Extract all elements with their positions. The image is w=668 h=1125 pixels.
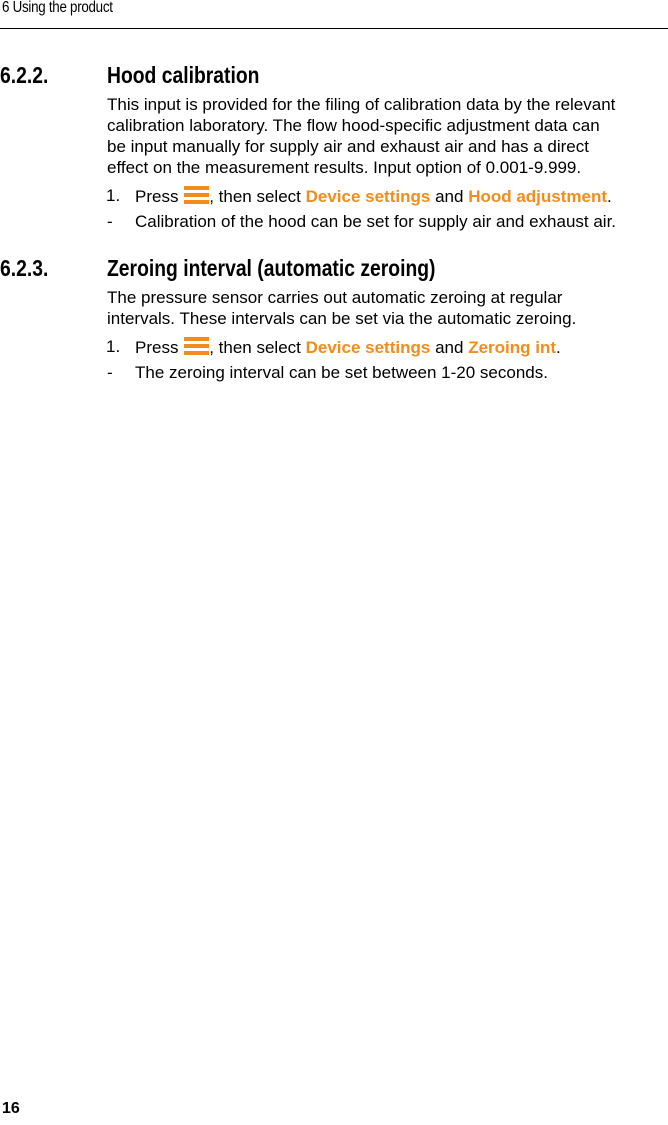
step-item [107,185,668,208]
result-item [107,362,668,384]
section-paragraph [107,94,668,178]
page-number: 16 [2,1100,20,1117]
step-end: . [607,187,612,206]
menu-icon [183,336,209,356]
menu-item-zeroing-int: Zeroing int [468,338,557,357]
result-text: Calibration of the hood can be set for supply air and exhaust air. [135,212,617,231]
section-number: 6.2.3. [0,255,49,281]
step-and: and [435,187,464,206]
step-press: Press [135,338,179,357]
section-body [107,287,668,384]
section-title: Hood calibration [107,62,260,88]
paragraph-line: effect on the measurement results. Input option of 0.001-9.999. [107,158,582,177]
step-number: 1. [106,337,121,356]
menu-item-device-settings: Device settings [305,187,431,206]
section-hood-calibration [0,62,668,233]
step-text [135,336,561,358]
step-text [135,185,612,207]
menu-item-device-settings: Device settings [305,338,431,357]
step-end: . [556,338,561,357]
step-number: 1. [106,186,121,205]
section-title: Zeroing interval (automatic zeroing) [107,255,436,281]
section-paragraph [107,287,668,329]
paragraph-line: This input is provided for the filing of calibration data by the relevant [107,95,616,114]
result-dash: - [107,363,113,382]
paragraph-line: intervals. These intervals can be set via the automatic zeroing. [107,309,577,328]
step-and: and [435,338,464,357]
paragraph-line: The pressure sensor carries out automatic zeroing at regular [107,288,563,307]
step-item [107,336,668,359]
result-text: The zeroing interval can be set between 1-20 seconds. [135,363,548,382]
section-body [107,94,668,233]
section-zeroing-interval [0,255,668,384]
step-then-select: , then select [209,187,301,206]
section-heading [0,255,668,287]
menu-icon [183,185,209,205]
chapter-title: 6 Using the product [2,0,113,16]
step-press: Press [135,187,179,206]
running-header [0,0,668,29]
paragraph-line: be input manually for supply air and exhaust air and has a direct [107,137,589,156]
section-number: 6.2.2. [0,62,49,88]
paragraph-line: calibration laboratory. The flow hood-specific adjustment data can [107,116,600,135]
result-dash: - [107,212,113,231]
section-heading [0,62,668,94]
menu-item-hood-adjustment: Hood adjustment [468,187,608,206]
step-then-select: , then select [209,338,301,357]
result-item [107,211,668,233]
